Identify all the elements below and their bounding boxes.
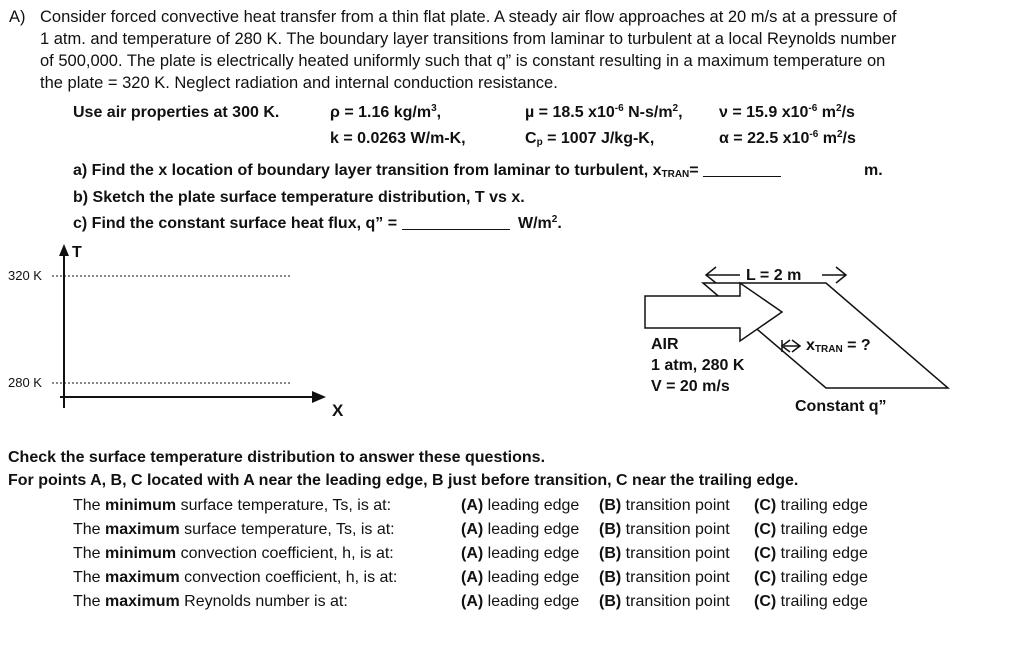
problem-line-4: the plate = 320 K. Neglect radiation and internal conduction resistance. (40, 74, 558, 92)
row-4-option-c[interactable] (754, 567, 868, 589)
row-3-keyword: minimum (105, 545, 177, 562)
property-k: k = 0.0263 W/m-K, (330, 130, 466, 147)
check-row-2-question (73, 519, 395, 541)
option-b-text: transition point (621, 569, 730, 586)
option-b-text: transition point (621, 497, 730, 514)
rho-exponent: 3 (431, 103, 437, 114)
option-c-text: trailing edge (776, 545, 868, 562)
problem-line-3: of 500,000. The plate is electrically heated uniformly such that q” is constant resulting in a maximum temperature on (40, 52, 886, 70)
question-a-equals: = (689, 162, 699, 179)
mu-tail: , (678, 104, 683, 121)
flow-label-conditions: 1 atm, 280 K (651, 357, 745, 374)
mu-exponent: -6 (614, 103, 624, 114)
row-5-option-b[interactable] (599, 591, 730, 613)
check-line-2: For points A, B, C located with A near the leading edge, B just before transition, C near the trailing edge. (8, 472, 799, 489)
row-5-option-a[interactable] (461, 591, 579, 613)
option-b-text: transition point (621, 593, 730, 610)
check-row-1-question (73, 495, 391, 517)
rho-value: ρ = 1.16 kg/m (330, 104, 432, 121)
option-c-label: (C) (754, 593, 777, 610)
properties-intro: Use air properties at 300 K. (73, 104, 280, 121)
length-arrow-right-icon (822, 267, 846, 283)
alpha-unit-exponent: 2 (836, 129, 843, 140)
row-4-pre: The (73, 569, 106, 586)
option-a-text: leading edge (483, 545, 580, 562)
option-b-text: transition point (621, 545, 730, 562)
row-4-option-a[interactable] (461, 567, 579, 589)
row-1-keyword: minimum (105, 497, 177, 514)
flow-label-velocity: V = 20 m/s (651, 378, 730, 395)
option-a-label: (A) (461, 593, 484, 610)
length-arrow-left-icon (706, 267, 740, 283)
xtran-tail: = ? (842, 337, 871, 354)
row-5-post: Reynolds number is at: (179, 593, 348, 610)
problem-label: A) (9, 8, 26, 26)
option-a-text: leading edge (483, 521, 580, 538)
check-row-5-question (73, 591, 348, 613)
xtran-label (806, 337, 871, 355)
row-1-post: surface temperature, Ts, is at: (176, 497, 392, 514)
tick-label-320k: 320 K (8, 268, 42, 283)
row-1-pre: The (73, 497, 106, 514)
row-3-pre: The (73, 545, 106, 562)
option-a-text: leading edge (483, 593, 580, 610)
alpha-tail: /s (842, 130, 856, 147)
option-a-label: (A) (461, 569, 484, 586)
nu-unit-exponent: 2 (836, 103, 842, 114)
row-2-post: surface temperature, Ts, is at: (179, 521, 395, 538)
row-2-option-a[interactable] (461, 519, 579, 541)
x-axis-arrowhead (312, 391, 326, 403)
option-c-label: (C) (754, 497, 777, 514)
check-row-4-question (73, 567, 397, 589)
row-5-keyword: maximum (105, 593, 180, 610)
row-3-option-a[interactable] (461, 543, 579, 565)
problem-line-2: 1 atm. and temperature of 280 K. The boundary layer transitions from laminar to turbulent at a local Reynolds number (40, 30, 897, 48)
option-b-text: transition point (621, 521, 730, 538)
row-4-option-b[interactable] (599, 567, 730, 589)
check-line-1: Check the surface temperature distribution to answer these questions. (8, 449, 546, 466)
row-4-keyword: maximum (105, 569, 180, 586)
sketch-graph[interactable] (52, 244, 326, 408)
option-c-label: (C) (754, 545, 777, 562)
alpha-exponent: -6 (809, 129, 819, 140)
option-c-text: trailing edge (776, 497, 868, 514)
option-b-label: (B) (599, 497, 622, 514)
row-2-option-b[interactable] (599, 519, 730, 541)
option-b-label: (B) (599, 569, 622, 586)
option-c-label: (C) (754, 521, 777, 538)
option-a-text: leading edge (483, 497, 580, 514)
nu-unit: m (817, 104, 836, 121)
option-a-label: (A) (461, 497, 484, 514)
question-a-unit: m. (864, 162, 883, 179)
row-2-pre: The (73, 521, 106, 538)
option-c-label: (C) (754, 569, 777, 586)
row-3-option-b[interactable] (599, 543, 730, 565)
mu-value: µ = 18.5 x10 (525, 104, 615, 121)
flow-label-air: AIR (651, 336, 679, 353)
tick-label-280k: 280 K (8, 375, 42, 390)
mu-unit-exponent: 2 (672, 103, 679, 114)
x-axis-label: X (332, 401, 344, 420)
alpha-unit: m (818, 130, 837, 147)
option-a-label: (A) (461, 521, 484, 538)
row-5-pre: The (73, 593, 106, 610)
cp-subscript: p (536, 137, 543, 148)
nu-value: ν = 15.9 x10 (719, 104, 809, 121)
nu-exponent: -6 (808, 103, 818, 114)
option-c-text: trailing edge (776, 569, 868, 586)
option-c-text: trailing edge (776, 593, 868, 610)
option-b-label: (B) (599, 521, 622, 538)
flux-label: Constant q” (795, 398, 887, 415)
problem-line-1: Consider forced convective heat transfer from a thin flat plate. A steady air flow approaches at 20 m/s at a pressure of (40, 8, 897, 26)
question-c-unit: W/m (517, 215, 552, 232)
nu-tail: /s (841, 104, 855, 121)
row-1-option-b[interactable] (599, 495, 730, 517)
rho-tail: , (436, 104, 442, 121)
check-row-3-question (73, 543, 394, 565)
cp-symbol: C (525, 130, 537, 147)
row-2-keyword: maximum (105, 521, 180, 538)
question-a-text: a) Find the x location of boundary layer transition from laminar to turbulent, x (73, 162, 662, 179)
cp-value: = 1007 J/kg-K, (542, 130, 655, 147)
question-c-tail: . (557, 215, 562, 232)
option-b-label: (B) (599, 545, 622, 562)
question-c-unit-exponent: 2 (551, 214, 558, 225)
row-1-option-c[interactable] (754, 495, 868, 517)
xtran-symbol: x (806, 337, 815, 354)
row-2-option-c[interactable] (754, 519, 868, 541)
length-label: L = 2 m (746, 267, 802, 284)
row-3-option-c[interactable] (754, 543, 868, 565)
row-4-post: convection coefficient, h, is at: (179, 569, 398, 586)
option-a-label: (A) (461, 545, 484, 562)
mu-unit: N-s/m (623, 104, 673, 121)
question-a-subscript: TRAN (661, 169, 690, 180)
question-b: b) Sketch the plate surface temperature distribution, T vs x. (73, 189, 525, 206)
xtran-subscript: TRAN (814, 344, 843, 355)
row-3-post: convection coefficient, h, is at: (176, 545, 394, 562)
alpha-value: α = 22.5 x10 (719, 130, 810, 147)
y-axis-arrowhead (59, 244, 69, 256)
option-c-text: trailing edge (776, 521, 868, 538)
y-axis-label: T (72, 244, 82, 261)
row-5-option-c[interactable] (754, 591, 868, 613)
row-1-option-a[interactable] (461, 495, 579, 517)
option-a-text: leading edge (483, 569, 580, 586)
question-c-text: c) Find the constant surface heat flux, q” = (73, 215, 398, 232)
option-b-label: (B) (599, 593, 622, 610)
